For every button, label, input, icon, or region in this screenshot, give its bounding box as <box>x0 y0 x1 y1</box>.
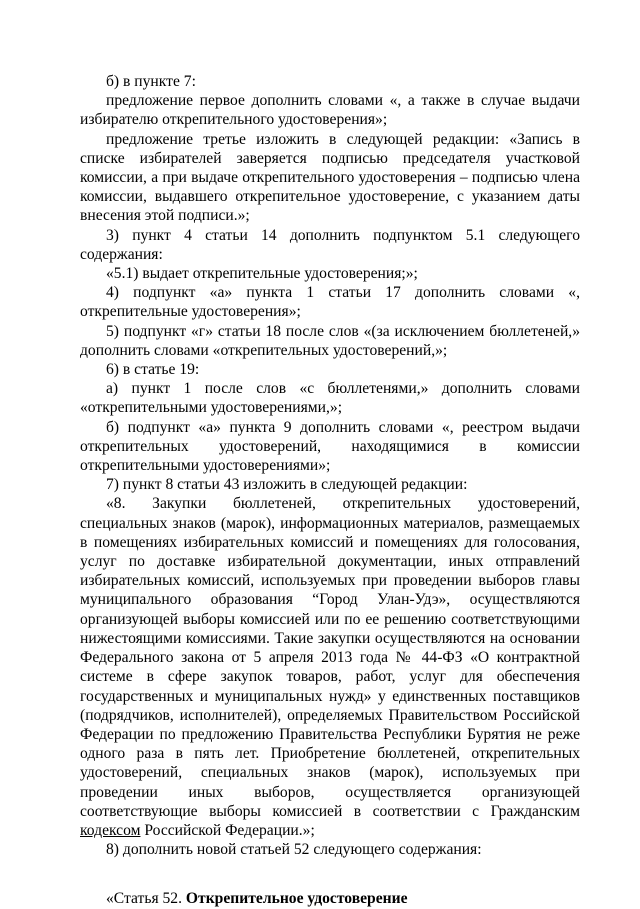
paragraph: 4) подпункт «а» пункта 1 статьи 17 дополнить словами «, открепительные удостоверения»; <box>80 284 580 321</box>
paragraph: 3) пункт 4 статьи 14 дополнить подпунктом 5.1 следующего содержания: <box>80 226 580 263</box>
paragraph: б) в пункте 7: <box>106 73 196 90</box>
article-heading <box>80 889 580 908</box>
paragraph: 7) пункт 8 статьи 43 изложить в следующей редакции: <box>106 476 468 494</box>
spacer <box>80 859 580 889</box>
paragraph: 6) в статье 19: <box>106 361 200 379</box>
paragraph-main-text: «8. Закупки бюллетеней, открепительных удостоверений, специальных знаков (марок), информационных материалов, размещаемых в помещениях избирательных комиссий и помещениях для голосования, услуг по доставке избирательной документации, иных отправлений избирательных комиссий, используемых при проведении выборов главы муниципального образования “Город Улан-Удэ», осуществляются организующей выборы комиссией или по ее решению соответствующими нижестоящими комиссиями. Такие закупки осуществляются на основании Федерального закона от 5 апреля 2013 года № 44-ФЗ «О контрактной системе в сфере закупок товаров, работ, услуг для обеспечения государственных и муниципальных нужд» у единственных поставщиков (подрядчиков, исполнителей), определяемых Правительством Российской Федерации по предложению Правительства Республики Бурятия не реже одного раза в пять лет. Приобретение бюллетеней, открепительных удостоверений, специальных знаков (марок), используемых при проведении иных выборов, осуществляется организующей соответствующие выборы комиссией в соответствии с Гражданским <box>80 495 580 820</box>
paragraph: 5) подпункт «г» статьи 18 после слов «(за исключением бюллетеней,» дополнить словами «открепительных удостоверений,»; <box>80 322 580 359</box>
paragraph: предложение первое дополнить словами «, а также в случае выдачи избирателю открепительного удостоверения»; <box>80 92 580 129</box>
paragraph-tail: Российской Федерации.»; <box>140 821 315 839</box>
article-title: Открепительное удостоверение <box>185 890 408 908</box>
paragraph: а) пункт 1 после слов «с бюллетенями,» дополнить словами «открепительными удостоверениями,»; <box>80 380 580 417</box>
paragraph: «5.1) выдает открепительные удостоверения;»; <box>106 265 418 283</box>
paragraph: 8) дополнить новой статьей 52 следующего содержания: <box>106 841 482 859</box>
paragraph-article-43-text <box>80 494 580 840</box>
document-body <box>80 72 580 909</box>
codex-link[interactable]: кодексом <box>80 821 141 839</box>
paragraph: предложение третье изложить в следующей редакции: «Запись в списке избирателей заверяется подписью председателя участковой комиссии, а при выдаче открепительного удостоверения – подписью члена комиссии, выдавшего открепительное удостоверение, с указанием даты внесения этой подписи.»; <box>80 130 580 225</box>
paragraph: б) подпункт «а» пункта 9 дополнить словами «, реестром выдачи открепительных удостоверений, находящимися в комиссии открепительными удостоверениями»; <box>80 418 580 475</box>
article-prefix: «Статья 52. <box>106 890 186 908</box>
